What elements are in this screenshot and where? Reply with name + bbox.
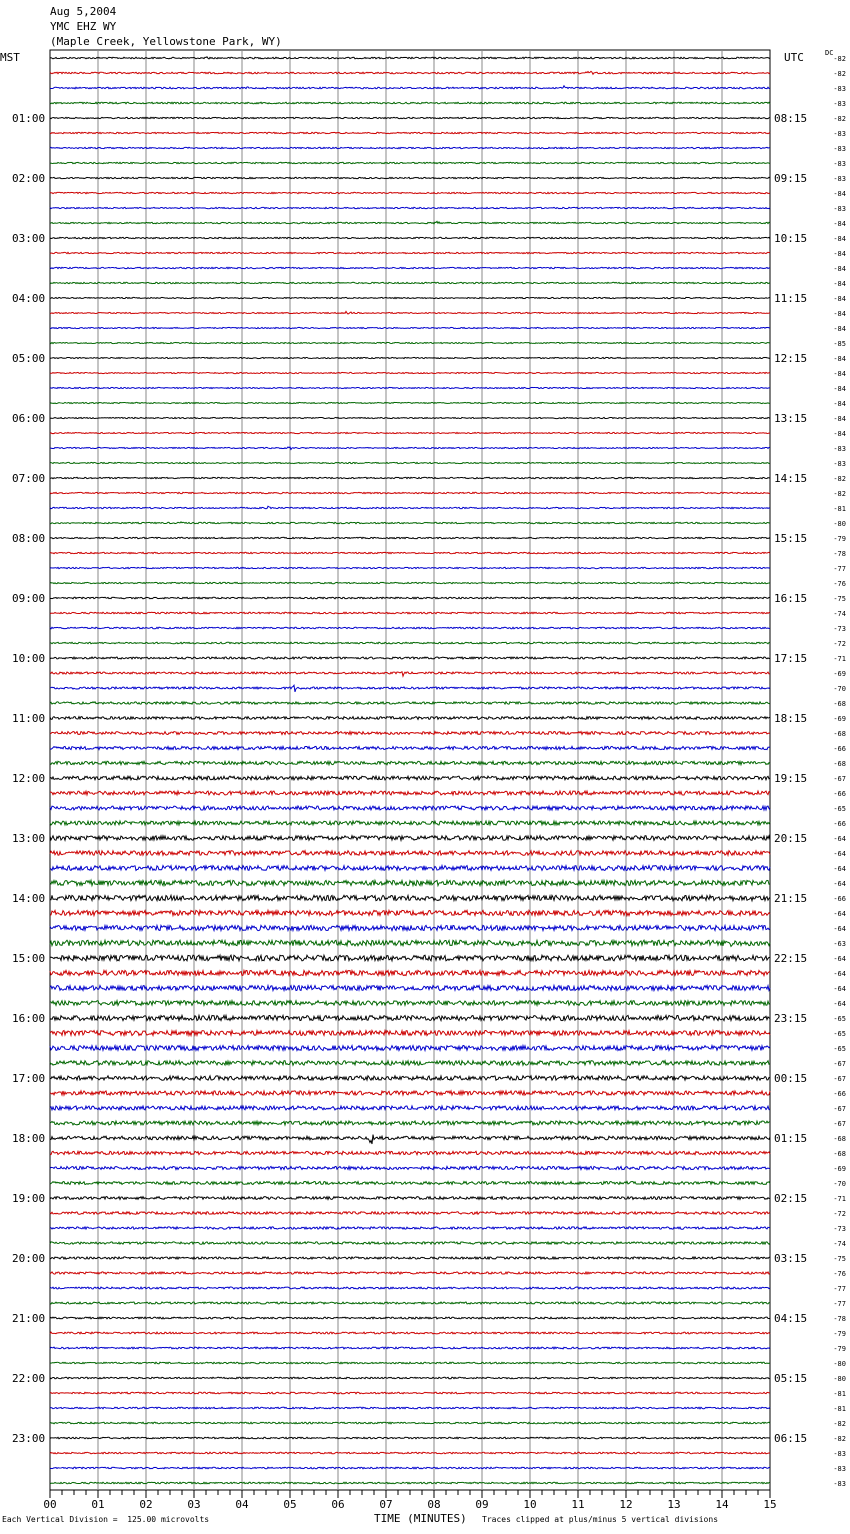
mst-hour-label: 13:00 [12,832,46,845]
seismic-trace [50,432,770,433]
dc-offset-label: -73 [833,1225,846,1233]
seismic-trace [50,552,770,553]
seismic-trace [50,1392,770,1394]
seismic-trace [50,192,770,193]
dc-offset-label: -65 [833,1030,846,1038]
dc-offset-label: -83 [833,1450,846,1458]
x-tick-label: 15 [763,1498,777,1511]
seismic-trace [50,910,770,915]
seismic-trace [50,1076,770,1080]
mst-hour-label: 14:00 [12,892,46,905]
seismic-trace [50,1031,770,1036]
dc-offset-label: -64 [833,850,846,858]
dc-offset-label: -84 [833,280,846,288]
seismic-trace [50,537,770,538]
seismic-trace [50,522,770,524]
dc-offset-label: -64 [833,955,846,963]
seismic-trace [50,447,770,450]
seismic-trace [50,866,770,871]
utc-hour-label: 02:15 [774,1192,808,1205]
utc-axis-label: UTC [784,51,804,64]
seismic-trace [50,1121,770,1125]
seismic-trace [50,462,770,463]
seismic-trace [50,1091,770,1095]
seismic-trace [50,1407,770,1409]
dc-offset-label: -64 [833,1000,846,1008]
x-tick-label: 00 [43,1498,57,1511]
dc-offset-label: -70 [833,1180,846,1188]
seismic-trace [50,1347,770,1349]
mst-hour-label: 09:00 [12,592,46,605]
dc-offset-label: -67 [833,1120,846,1128]
dc-offset-label: -83 [833,175,846,183]
mst-axis-label: MST [0,51,20,64]
dc-offset-label: -82 [833,1435,846,1443]
dc-offset-label: -76 [833,580,846,588]
seismic-trace [50,1287,770,1289]
dc-offset-label: -83 [833,445,846,453]
dc-offset-label: -83 [833,1465,846,1473]
utc-hour-label: 08:15 [774,112,808,125]
dc-offset-label: -72 [833,1210,846,1218]
dc-offset-label: -84 [833,415,846,423]
x-tick-label: 14 [715,1498,729,1511]
dc-offset-label: -64 [833,910,846,918]
seismic-trace [50,252,770,253]
dc-offset-label: -65 [833,805,846,813]
seismic-trace [50,657,770,659]
mst-hour-label: 02:00 [12,172,46,185]
dc-offset-label: -72 [833,640,846,648]
dc-offset-label: -64 [833,880,846,888]
seismic-trace [50,1317,770,1319]
seismic-trace [50,1332,770,1334]
dc-offset-label: -77 [833,565,846,573]
dc-offset-label: -65 [833,1015,846,1023]
mst-hour-label: 05:00 [12,352,46,365]
utc-hour-label: 18:15 [774,712,808,725]
dc-offset-label: -79 [833,1330,846,1338]
x-tick-label: 10 [523,1498,537,1511]
seismic-trace [50,685,770,692]
seismic-trace [50,597,770,599]
seismic-trace [50,672,770,676]
utc-hour-label: 09:15 [774,172,808,185]
utc-hour-label: 01:15 [774,1132,808,1145]
dc-offset-label: -82 [833,490,846,498]
seismic-trace [50,970,770,975]
x-tick-label: 07 [379,1498,393,1511]
seismic-trace [50,402,770,403]
dc-offset-label: -84 [833,220,846,228]
dc-offset-label: -83 [833,160,846,168]
seismic-trace [50,417,770,418]
seismic-trace [50,342,770,343]
dc-offset-label: -71 [833,1195,846,1203]
utc-hour-label: 11:15 [774,292,808,305]
mst-hour-label: 18:00 [12,1132,46,1145]
x-tick-label: 03 [187,1498,201,1511]
dc-offset-label: -84 [833,370,846,378]
seismic-trace [50,57,770,59]
seismic-trace [50,955,770,961]
seismic-trace [50,177,770,178]
seismic-trace [50,132,770,133]
mst-hour-label: 22:00 [12,1372,46,1385]
dc-offset-label: -84 [833,235,846,243]
dc-offset-label: -73 [833,625,846,633]
utc-hour-label: 00:15 [774,1072,808,1085]
dc-offset-label: -80 [833,1375,846,1383]
mst-hour-label: 11:00 [12,712,46,725]
dc-offset-label: -63 [833,940,846,948]
x-tick-label: 08 [427,1498,441,1511]
x-tick-label: 01 [91,1498,105,1511]
seismic-trace [50,1302,770,1304]
dc-offset-label: -68 [833,730,846,738]
dc-offset-label: -69 [833,1165,846,1173]
seismic-trace [50,1257,770,1259]
dc-offset-label: -64 [833,985,846,993]
dc-offset-label: -78 [833,1315,846,1323]
seismic-trace [50,117,770,118]
dc-offset-label: -67 [833,1060,846,1068]
seismic-trace [50,221,770,223]
x-tick-label: 05 [283,1498,297,1511]
mst-hour-label: 07:00 [12,472,46,485]
x-axis-label: TIME (MINUTES) [374,1512,467,1525]
seismic-trace [50,477,770,478]
seismic-trace [50,880,770,885]
seismic-trace [50,1377,770,1379]
dc-offset-label: -84 [833,190,846,198]
dc-offset-label: -79 [833,1345,846,1353]
dc-offset-label: -82 [833,1420,846,1428]
mst-hour-label: 01:00 [12,112,46,125]
seismic-trace [50,357,770,358]
dc-offset-label: -82 [833,475,846,483]
seismic-trace [50,1467,770,1469]
dc-offset-label: -83 [833,205,846,213]
dc-offset-label: -83 [833,1480,846,1488]
seismic-trace [50,732,770,735]
seismic-trace [50,1227,770,1229]
mst-hour-label: 10:00 [12,652,46,665]
seismic-trace [50,1061,770,1066]
dc-offset-label: -64 [833,925,846,933]
seismic-trace [50,372,770,373]
seismic-trace [50,102,770,104]
utc-hour-label: 21:15 [774,892,808,905]
dc-offset-label: -84 [833,325,846,333]
mst-hour-label: 20:00 [12,1252,46,1265]
seismic-trace [50,582,770,583]
x-tick-label: 06 [331,1498,345,1511]
dc-offset-label: -66 [833,820,846,828]
dc-offset-label: -82 [833,55,846,63]
utc-hour-label: 13:15 [774,412,808,425]
mst-hour-label: 16:00 [12,1012,46,1025]
seismic-trace [50,1197,770,1200]
x-tick-label: 13 [667,1498,681,1511]
dc-offset-label: -83 [833,460,846,468]
seismic-trace [50,1437,770,1439]
seismic-trace [50,327,770,328]
dc-offset-label: -80 [833,520,846,528]
seismic-trace [50,311,770,314]
seismic-trace [50,746,770,749]
seismic-trace [50,895,770,900]
seismic-trace [50,1151,770,1154]
dc-offset-label: -71 [833,655,846,663]
seismic-trace [50,1362,770,1364]
date-label: Aug 5,2004 [50,5,117,18]
seismic-trace [50,1015,770,1020]
dc-offset-label: -75 [833,595,846,603]
utc-hour-label: 14:15 [774,472,808,485]
dc-offset-label: -78 [833,550,846,558]
dc-offset-label: -84 [833,265,846,273]
seismic-trace [50,162,770,163]
utc-hour-label: 19:15 [774,772,808,785]
clip-note: Traces clipped at plus/minus 5 vertical divisions [482,1515,719,1524]
utc-hour-label: 03:15 [774,1252,808,1265]
seismic-trace [50,940,770,946]
dc-offset-label: -77 [833,1300,846,1308]
x-tick-label: 12 [619,1498,633,1511]
dc-offset-label: -64 [833,865,846,873]
dc-offset-label: -81 [833,505,846,513]
seismic-trace [50,567,770,568]
seismic-trace [50,806,770,810]
seismic-trace [50,1106,770,1110]
utc-hour-label: 05:15 [774,1372,808,1385]
dc-offset-label: -82 [833,70,846,78]
seismic-trace [50,267,770,268]
mst-hour-label: 06:00 [12,412,46,425]
dc-offset-label: -76 [833,1270,846,1278]
dc-offset-label: -69 [833,715,846,723]
dc-offset-label: -74 [833,1240,846,1248]
seismic-trace [50,86,770,89]
station-label: YMC EHZ WY [50,20,117,33]
utc-hour-label: 04:15 [774,1312,808,1325]
dc-offset-label: -79 [833,535,846,543]
dc-offset-label: -84 [833,385,846,393]
dc-offset-label: -83 [833,85,846,93]
seismic-trace [50,925,770,930]
dc-offset-label: -64 [833,835,846,843]
mst-hour-label: 03:00 [12,232,46,245]
dc-offset-label: -66 [833,745,846,753]
mst-hour-label: 15:00 [12,952,46,965]
seismic-trace [50,506,770,509]
utc-hour-label: 22:15 [774,952,808,965]
seismic-trace [50,1422,770,1424]
seismic-trace [50,1182,770,1185]
mst-hour-label: 17:00 [12,1072,46,1085]
dc-offset-label: -85 [833,340,846,348]
seismic-trace [50,207,770,208]
dc-offset-label: -84 [833,310,846,318]
utc-hour-label: 16:15 [774,592,808,605]
scale-note: Each Vertical Division = 125.00 microvolts [2,1515,210,1524]
seismic-trace [50,1482,770,1484]
mst-hour-label: 12:00 [12,772,46,785]
seismic-trace [50,1242,770,1244]
seismic-trace [50,297,770,298]
mst-hour-label: 23:00 [12,1432,46,1445]
dc-header-label: DC [825,49,834,57]
dc-offset-label: -75 [833,1255,846,1263]
seismic-trace [50,1272,770,1274]
seismic-trace [50,1452,770,1454]
dc-offset-label: -68 [833,1135,846,1143]
seismic-trace [50,282,770,283]
dc-offset-label: -67 [833,1105,846,1113]
dc-offset-label: -68 [833,1150,846,1158]
dc-offset-label: -84 [833,400,846,408]
dc-offset-label: -81 [833,1390,846,1398]
x-tick-label: 11 [571,1498,585,1511]
dc-offset-label: -68 [833,700,846,708]
location-label: (Maple Creek, Yellowstone Park, WY) [50,35,282,48]
dc-offset-label: -70 [833,685,846,693]
seismic-trace [50,1166,770,1169]
dc-offset-label: -83 [833,130,846,138]
dc-offset-label: -83 [833,145,846,153]
seismic-trace [50,71,770,74]
plot-frame [50,50,770,1490]
seismic-trace [50,387,770,388]
seismic-trace [50,717,770,720]
dc-offset-label: -83 [833,100,846,108]
seismic-trace [50,642,770,644]
seismic-trace [50,851,770,856]
dc-offset-label: -74 [833,610,846,618]
seismic-trace [50,612,770,614]
dc-offset-label: -77 [833,1285,846,1293]
seismic-trace [50,1001,770,1006]
mst-hour-label: 08:00 [12,532,46,545]
mst-hour-label: 19:00 [12,1192,46,1205]
dc-offset-label: -84 [833,355,846,363]
utc-hour-label: 23:15 [774,1012,808,1025]
utc-hour-label: 17:15 [774,652,808,665]
dc-offset-label: -66 [833,1090,846,1098]
utc-hour-label: 06:15 [774,1432,808,1445]
seismic-trace [50,761,770,764]
dc-offset-label: -82 [833,115,846,123]
seismic-trace [50,237,770,238]
dc-offset-label: -81 [833,1405,846,1413]
utc-hour-label: 15:15 [774,532,808,545]
seismic-trace [50,1135,770,1144]
seismic-trace [50,791,770,795]
dc-offset-label: -66 [833,790,846,798]
seismic-trace [50,627,770,629]
dc-offset-label: -65 [833,1045,846,1053]
dc-offset-label: -64 [833,970,846,978]
seismic-trace [50,836,770,841]
dc-offset-label: -84 [833,295,846,303]
dc-offset-label: -80 [833,1360,846,1368]
seismic-trace [50,702,770,704]
utc-hour-label: 12:15 [774,352,808,365]
dc-offset-label: -68 [833,760,846,768]
seismic-trace [50,1212,770,1215]
utc-hour-label: 10:15 [774,232,808,245]
x-tick-label: 04 [235,1498,249,1511]
dc-offset-label: -69 [833,670,846,678]
mst-hour-label: 21:00 [12,1312,46,1325]
seismic-trace [50,492,770,493]
dc-offset-label: -67 [833,775,846,783]
seismic-trace [50,776,770,780]
dc-offset-label: -84 [833,250,846,258]
seismic-trace [50,986,770,991]
seismic-trace [50,1046,770,1051]
dc-offset-label: -84 [833,430,846,438]
seismic-trace [50,147,770,148]
seismic-trace [50,821,770,825]
mst-hour-label: 04:00 [12,292,46,305]
x-tick-label: 09 [475,1498,489,1511]
dc-offset-label: -66 [833,895,846,903]
x-tick-label: 02 [139,1498,153,1511]
dc-offset-label: -67 [833,1075,846,1083]
utc-hour-label: 20:15 [774,832,808,845]
